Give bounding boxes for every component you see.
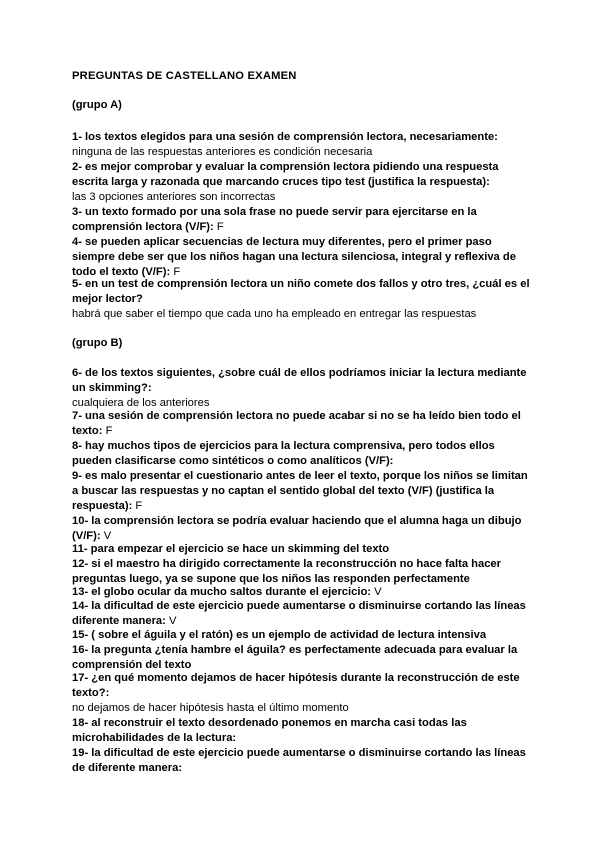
question-19	[72, 746, 532, 776]
question-text: 3- un texto formado por una sola frase no puede servir para ejercitarse en la comprensión lectora (V/F):	[72, 206, 477, 234]
question-7	[72, 409, 532, 439]
answer-text: V	[374, 586, 382, 598]
question-3	[72, 205, 532, 235]
question-text: 6- de los textos siguientes, ¿sobre cuál de ellos podríamos iniciar la lectura mediante un skimming?:	[72, 367, 527, 395]
question-text: 2- es mejor comprobar y evaluar la comprensión lectora pidiendo una respuesta escrita larga y razonada que marcando cruces tipo test (justifica la respuesta):	[72, 161, 499, 189]
question-text: 16- la pregunta ¿tenía hambre el águila? es perfectamente adecuada para evaluar la comprensión del texto	[72, 644, 518, 672]
question-text: 19- la dificultad de este ejercicio puede aumentarse o disminuirse cortando las líneas de diferente manera:	[72, 747, 526, 775]
question-9	[72, 469, 532, 515]
question-14	[72, 599, 532, 629]
question-18	[72, 716, 532, 746]
question-5	[72, 277, 532, 323]
document-title: PREGUNTAS DE CASTELLANO EXAMEN	[72, 70, 297, 82]
question-text: 18- al reconstruir el texto desordenado ponemos en marcha casi todas las microhabilidades de la lectura:	[72, 717, 467, 745]
answer-text: las 3 opciones anteriores son incorrectas	[72, 191, 276, 204]
question-text: 17- ¿en qué momento dejamos de hacer hipótesis durante la reconstrucción de este texto?:	[72, 672, 520, 700]
question-6	[72, 366, 532, 412]
question-11	[72, 542, 532, 557]
question-text: 12- si el maestro ha dirigido correctamente la reconstrucción no hace falta hacer preguntas luego, ya se supone que los niños las responden perfectamente	[72, 558, 502, 586]
question-text: 13- el globo ocular da mucho saltos durante el ejercicio:	[72, 586, 372, 598]
question-13	[72, 585, 532, 600]
question-8	[72, 439, 532, 469]
question-text: 11- para empezar el ejercicio se hace un skimming del texto	[72, 543, 390, 555]
question-text: 14- la dificultad de este ejercicio puede aumentarse o disminuirse cortando las líneas diferente manera:	[72, 600, 526, 628]
question-16	[72, 643, 532, 673]
question-text: 7- una sesión de comprensión lectora no puede acabar si no se ha leído bien todo el texto:	[72, 410, 521, 438]
question-15	[72, 628, 532, 643]
answer-text: ninguna de las respuestas anteriores es condición necesaria	[72, 146, 373, 159]
answer-text: F	[105, 425, 113, 438]
question-text: 4- se pueden aplicar secuencias de lectura muy diferentes, pero el primer paso siempre debe ser que los niños hagan una lectura silenciosa, integral y reflexiva de todo el texto (V/F):	[72, 236, 516, 279]
question-4	[72, 235, 532, 281]
answer-text: V	[103, 530, 112, 543]
answer-text: F	[216, 221, 224, 234]
group-a-heading: (grupo A)	[72, 99, 122, 111]
question-10	[72, 514, 532, 544]
answer-text: no dejamos de hacer hipótesis hasta el último momento	[72, 702, 349, 715]
question-text: 1- los textos elegidos para una sesión de comprensión lectora, necesariamente:	[72, 131, 498, 143]
question-text: 9- es malo presentar el cuestionario antes de leer el texto, porque los niños se limitan a buscar las respuestas y no captan el sentido global del texto (V/F) (justifica la respuesta):	[72, 470, 528, 513]
question-text: 15- ( sobre el águila y el ratón) es un ejemplo de actividad de lectura intensiva	[72, 629, 487, 641]
group-b-heading: (grupo B)	[72, 337, 123, 349]
question-2	[72, 160, 532, 206]
answer-text: F	[135, 500, 143, 513]
question-17	[72, 671, 532, 717]
question-text: 5- en un test de comprensión lectora un niño comete dos fallos y otro tres, ¿cuál es el mejor lector?	[72, 278, 530, 306]
answer-text: V	[169, 615, 177, 628]
question-1	[72, 130, 532, 160]
question-text: 10- la comprensión lectora se podría evaluar haciendo que el alumna haga un dibujo (V/F):	[72, 515, 522, 543]
answer-text: cualquiera de los anteriores	[72, 397, 210, 410]
answer-text: habrá que saber el tiempo que cada uno ha empleado en entregar las respuestas	[72, 308, 477, 321]
question-text: 8- hay muchos tipos de ejercicios para la lectura comprensiva, pero todos ellos pueden clasificarse como sintéticos o como analíticos (V/F):	[72, 440, 495, 468]
question-12	[72, 557, 532, 587]
answer-text: F	[173, 266, 181, 279]
